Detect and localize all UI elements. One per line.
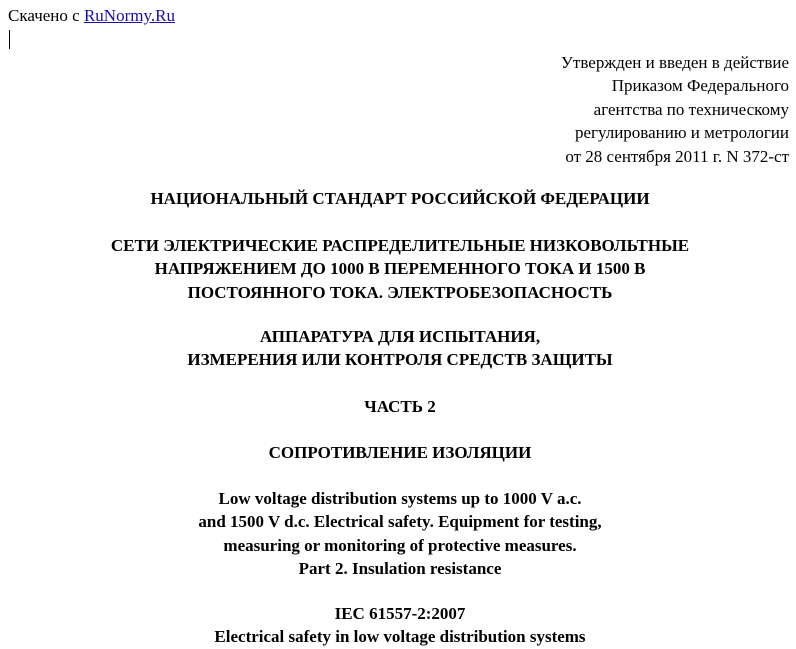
- english-title-line: and 1500 V d.c. Electrical safety. Equipment for testing,: [198, 512, 602, 532]
- part-title: [0, 441, 796, 464]
- subtitle: [0, 325, 796, 372]
- text-cursor: [9, 30, 10, 49]
- approval-line: агентства по техническому: [593, 99, 789, 119]
- english-title-line: Low voltage distribution systems up to 1000 V a.c.: [218, 489, 582, 508]
- english-title-line: Part 2. Insulation resistance: [298, 559, 502, 579]
- iec-reference: [0, 602, 796, 649]
- approval-block: [561, 51, 789, 168]
- part-label: [0, 395, 796, 418]
- english-title-line: measuring or monitoring of protective measures.: [223, 535, 577, 555]
- subtitle-line: ИЗМЕРЕНИЯ ИЛИ КОНТРОЛЯ СРЕДСТВ ЗАЩИТЫ: [187, 350, 613, 370]
- approval-line: Приказом Федерального: [611, 76, 789, 96]
- source-prefix: Скачено с: [8, 6, 84, 25]
- approval-line: Утвержден и введен в действие: [560, 53, 789, 72]
- part-label-line: ЧАСТЬ 2: [364, 397, 436, 416]
- english-title: [0, 487, 796, 581]
- source-line: [8, 6, 175, 26]
- subtitle-line: АППАРАТУРА ДЛЯ ИСПЫТАНИЯ,: [259, 327, 541, 346]
- standard-title-line: НАЦИОНАЛЬНЫЙ СТАНДАРТ РОССИЙСКОЙ ФЕДЕРАЦИИ: [150, 189, 650, 208]
- main-title-line: СЕТИ ЭЛЕКТРИЧЕСКИЕ РАСПРЕДЕЛИТЕЛЬНЫЕ НИЗКОВОЛЬТНЫЕ: [110, 236, 690, 255]
- iec-title: Electrical safety in low voltage distribution systems: [214, 627, 586, 647]
- approval-line: от 28 сентября 2011 г. N 372-ст: [565, 146, 789, 166]
- main-title-line: ПОСТОЯННОГО ТОКА. ЭЛЕКТРОБЕЗОПАСНОСТЬ: [187, 282, 613, 302]
- standard-title: [0, 187, 796, 210]
- source-link[interactable]: RuNormy.Ru: [83, 6, 175, 25]
- main-title: [0, 234, 796, 304]
- main-title-line: НАПРЯЖЕНИЕМ ДО 1000 В ПЕРЕМЕННОГО ТОКА И 1500 В: [154, 259, 646, 279]
- approval-line: регулированию и метрологии: [574, 123, 789, 143]
- part-title-line: СОПРОТИВЛЕНИЕ ИЗОЛЯЦИИ: [268, 443, 532, 462]
- iec-code: IEC 61557-2:2007: [334, 604, 466, 623]
